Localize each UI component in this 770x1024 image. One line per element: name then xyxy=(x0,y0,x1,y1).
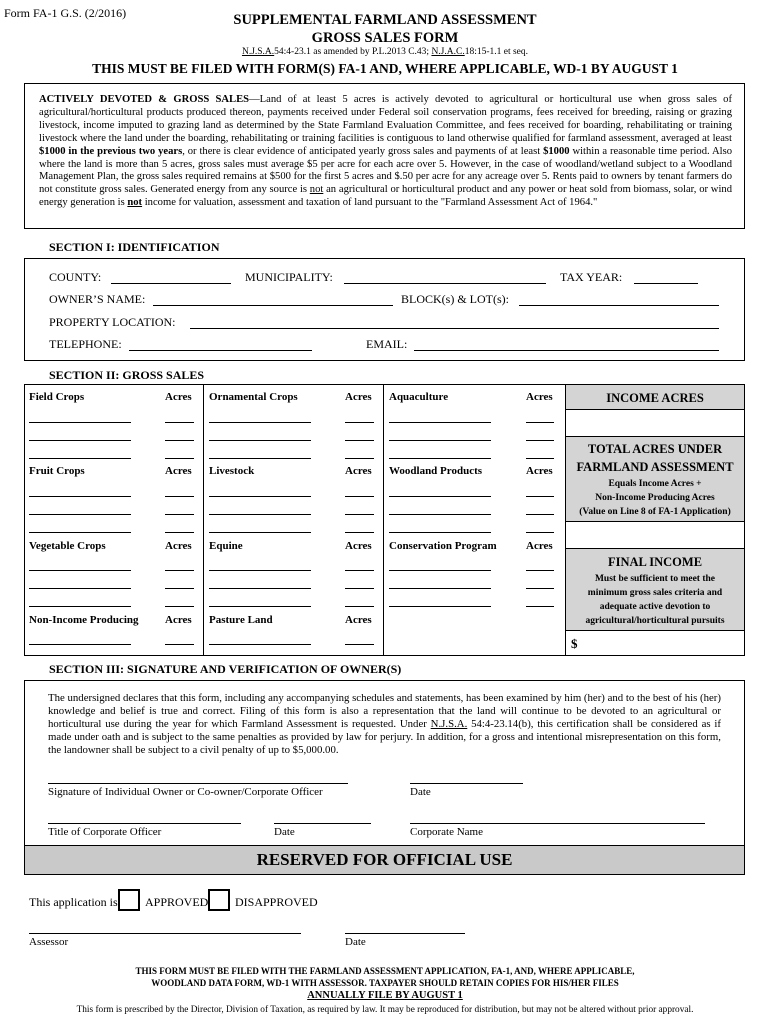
certification-text-1: The undersigned declares that this form, including any accompanying schedules and statements, has been examined by him (her) and to the best of his (her) knowledge and belief is true and correct. Filing of this form is also a representation that the land will continue to be devoted to an agricultural or horticultural use during the year for which Farmland Assessment is requested. Under xyxy=(48,692,721,730)
county-label: COUNTY: xyxy=(49,270,102,284)
intro-text-4: an agricultural or horticultural product and any power or heat sold from biomass, solar, or wind energy generation is xyxy=(39,184,732,209)
conservation-program-entry[interactable] xyxy=(389,570,491,571)
signature-date-field[interactable] xyxy=(410,783,523,784)
aquaculture-acres-entry[interactable] xyxy=(526,458,554,459)
signature-date-label: Date xyxy=(410,786,431,798)
officer-title-field[interactable] xyxy=(48,823,241,824)
intro-text-2: , or there is clear evidence of anticipated yearly gross sales and payments of at least xyxy=(182,145,544,157)
livestock-acres-entry[interactable] xyxy=(345,496,374,497)
statute-citation xyxy=(0,47,770,57)
final-income-header xyxy=(566,549,744,631)
telephone-field[interactable] xyxy=(129,350,312,351)
ornamental-crops-acres-entry[interactable] xyxy=(345,458,374,459)
block-lot-label: BLOCK(s) & LOT(s): xyxy=(401,292,509,306)
equine-acres-entry[interactable] xyxy=(345,606,374,607)
county-field[interactable] xyxy=(111,283,231,284)
conservation-program-acres-entry[interactable] xyxy=(526,588,554,589)
intro-bold-1: $1000 in the previous two years xyxy=(39,145,183,157)
woodland-products-label: Woodland Products xyxy=(389,465,483,477)
dollar-sign: $ xyxy=(571,636,578,651)
form-id: Form FA-1 G.S. (2/2016) xyxy=(4,6,127,20)
final-income-note-3: adequate active devotion to xyxy=(599,602,711,612)
fruit-crops-entry[interactable] xyxy=(29,514,131,515)
fruit-crops-acres-entry[interactable] xyxy=(165,532,194,533)
officer-date-field[interactable] xyxy=(274,823,371,824)
field-crops-label: Field Crops xyxy=(29,391,85,403)
ornamental-crops-entry[interactable] xyxy=(209,422,311,423)
assessor-signature-field[interactable] xyxy=(29,933,301,934)
owner-signature-field[interactable] xyxy=(48,783,348,784)
non-income-acres-entry[interactable] xyxy=(165,644,194,645)
cite-njac: N.J.A.C. xyxy=(431,47,465,57)
disapproved-checkbox[interactable] xyxy=(208,889,230,911)
woodland-products-acres-entry[interactable] xyxy=(526,532,554,533)
field-crops-acres-entry[interactable] xyxy=(165,440,194,441)
intro-text-1: —Land of at least 5 acres is actively devoted to agricultural or horticultural use when gross sales of agricultural/horticultural products produced thereon, payments received under Federal soil conservation programs, fees received for breeding, raising or grazing livestock, income imputed to grazing land as determined by the State Farmland Evaluation Committee, and fees received for boarding, rehabilitating or training livestock where the land under the boarding, rehabilitating or training facilities is contiguous to land otherwise qualified for farmland assessment, averaged at least xyxy=(39,94,732,144)
property-location-field[interactable] xyxy=(190,328,719,329)
total-acres-title-2: FARMLAND ASSESSMENT xyxy=(576,460,734,474)
conservation-program-label: Conservation Program xyxy=(389,540,497,552)
total-acres-header xyxy=(566,437,744,522)
acres-label: Acres xyxy=(165,391,192,403)
official-use-banner xyxy=(24,845,745,875)
equine-entry[interactable] xyxy=(209,570,311,571)
certification-njsa: N.J.S.A. xyxy=(430,718,468,730)
aquaculture-entry[interactable] xyxy=(389,458,491,459)
final-income-field[interactable] xyxy=(566,631,744,655)
signature-label: Signature of Individual Owner or Co-owner/Corporate Officer xyxy=(48,786,323,798)
acres-label: Acres xyxy=(526,465,553,477)
intro-text-3: within a reasonable time period. Also where the land is more than 5 acres, gross sales must average $5 per acre for each acre over 5. However, in the case of woodland/wetland subject to a Woodland Management Plan, the gross sales required remains at $500 for the first 5 acres and $.50 per acre for any acreage over 5. Rents paid to owners by tenant farmers do not constitute gross sales. Generated energy from any source is xyxy=(39,145,732,196)
section3-title: SECTION III: SIGNATURE AND VERIFICATION OF OWNER(S) xyxy=(49,662,402,676)
conservation-program-entry[interactable] xyxy=(389,606,491,607)
certification-text-2: 54:4-23.14(b), this certification shall be considered as if made under oath and is subject to the same penalties as provided by law for perjury. In addition, for a gross and intentional misrepresentation on this form, the landowner shall be subject to a civil penalty of up to $5,000.00. xyxy=(48,718,721,756)
tax-year-label: TAX YEAR: xyxy=(560,270,623,284)
assessor-date-label: Date xyxy=(345,936,366,948)
officer-date-label: Date xyxy=(274,826,295,838)
footer-disclaimer: This form is prescribed by the Director, Division of Taxation, as required by law. It may be reproduced for distribution, but may not be altered without prior approval. xyxy=(76,1005,694,1015)
footer-line-2: WOODLAND DATA FORM, WD-1 WITH ASSESSOR. TAXPAYER SHOULD RETAIN COPIES FOR HIS/HER FILES xyxy=(151,978,619,988)
equine-label: Equine xyxy=(209,540,243,552)
final-income-note-4: agricultural/horticultural pursuits xyxy=(585,616,725,626)
fruit-crops-entry[interactable] xyxy=(29,496,131,497)
acres-label: Acres xyxy=(345,391,372,403)
livestock-label: Livestock xyxy=(209,465,255,477)
block-lot-field[interactable] xyxy=(519,305,719,306)
aquaculture-entry[interactable] xyxy=(389,440,491,441)
final-income-note-2: minimum gross sales criteria and xyxy=(587,588,723,598)
conservation-program-entry[interactable] xyxy=(389,588,491,589)
intro-paragraph xyxy=(39,94,732,210)
total-acres-field[interactable] xyxy=(566,522,744,549)
livestock-acres-entry[interactable] xyxy=(345,532,374,533)
conservation-program-acres-entry[interactable] xyxy=(526,570,554,571)
woodland-products-acres-entry[interactable] xyxy=(526,514,554,515)
acres-label: Acres xyxy=(165,465,192,477)
intro-not-1: not xyxy=(309,184,324,196)
total-acres-note-1: Equals Income Acres + xyxy=(608,479,702,489)
corporate-name-field[interactable] xyxy=(410,823,705,824)
final-income-note-1: Must be sufficient to meet the xyxy=(594,574,716,584)
vegetable-crops-entry[interactable] xyxy=(29,606,131,607)
aquaculture-label: Aquaculture xyxy=(389,391,449,403)
income-acres-field[interactable] xyxy=(566,410,744,437)
cite-njsa: N.J.S.A. xyxy=(241,47,275,57)
disapproved-label: DISAPPROVED xyxy=(235,895,318,909)
woodland-products-entry[interactable] xyxy=(389,514,491,515)
ornamental-crops-acres-entry[interactable] xyxy=(345,440,374,441)
assessor-date-field[interactable] xyxy=(345,933,465,934)
income-acres-title: INCOME ACRES xyxy=(606,391,704,405)
email-label: EMAIL: xyxy=(366,337,408,351)
field-crops-acres-entry[interactable] xyxy=(165,458,194,459)
corporate-name-label: Corporate Name xyxy=(410,826,483,838)
officer-title-label: Title of Corporate Officer xyxy=(48,826,162,838)
ornamental-crops-acres-entry[interactable] xyxy=(345,422,374,423)
pasture-land-entry[interactable] xyxy=(209,644,311,645)
ornamental-crops-entry[interactable] xyxy=(209,440,311,441)
ornamental-crops-entry[interactable] xyxy=(209,458,311,459)
equine-acres-entry[interactable] xyxy=(345,570,374,571)
tax-year-field[interactable] xyxy=(634,283,698,284)
acres-label: Acres xyxy=(526,540,553,552)
certification-paragraph xyxy=(48,692,721,757)
col-divider-1 xyxy=(203,384,204,656)
vegetable-crops-acres-entry[interactable] xyxy=(165,588,194,589)
ornamental-crops-label: Ornamental Crops xyxy=(209,391,298,403)
woodland-products-entry[interactable] xyxy=(389,496,491,497)
final-income-title: FINAL INCOME xyxy=(607,555,703,569)
field-crops-acres-entry[interactable] xyxy=(165,422,194,423)
total-acres-note-2: Non-Income Producing Acres xyxy=(595,493,715,503)
vegetable-crops-acres-entry[interactable] xyxy=(165,570,194,571)
acres-label: Acres xyxy=(345,465,372,477)
telephone-label: TELEPHONE: xyxy=(49,337,122,351)
owner-name-field[interactable] xyxy=(153,305,393,306)
fruit-crops-label: Fruit Crops xyxy=(29,465,85,477)
field-crops-entry[interactable] xyxy=(29,422,131,423)
vegetable-crops-acres-entry[interactable] xyxy=(165,606,194,607)
acres-label: Acres xyxy=(165,614,192,626)
property-location-label: PROPERTY LOCATION: xyxy=(49,315,176,329)
owner-name-label: OWNER’S NAME: xyxy=(49,292,146,306)
pasture-land-label: Pasture Land xyxy=(209,614,273,626)
livestock-entry[interactable] xyxy=(209,532,311,533)
fruit-crops-acres-entry[interactable] xyxy=(165,496,194,497)
footer-line-1: THIS FORM MUST BE FILED WITH THE FARMLAND ASSESSMENT APPLICATION, FA-1, AND, WHERE APPLICABLE, xyxy=(135,966,635,976)
woodland-products-acres-entry[interactable] xyxy=(526,496,554,497)
total-acres-title-1: TOTAL ACRES UNDER xyxy=(587,442,723,456)
pasture-land-acres-entry[interactable] xyxy=(345,644,374,645)
acres-label: Acres xyxy=(345,540,372,552)
section2-title: SECTION II: GROSS SALES xyxy=(49,368,205,382)
total-acres-note-3: (Value on Line 8 of FA-1 Application) xyxy=(579,507,731,517)
aquaculture-acres-entry[interactable] xyxy=(526,440,554,441)
municipality-field[interactable] xyxy=(344,283,546,284)
acres-label: Acres xyxy=(526,391,553,403)
section1-title: SECTION I: IDENTIFICATION xyxy=(49,240,220,254)
fruit-crops-entry[interactable] xyxy=(29,532,131,533)
livestock-entry[interactable] xyxy=(209,514,311,515)
intro-box xyxy=(24,83,745,229)
vegetable-crops-entry[interactable] xyxy=(29,570,131,571)
acres-label: Acres xyxy=(165,540,192,552)
form-subtitle: GROSS SALES FORM xyxy=(311,30,459,46)
woodland-products-entry[interactable] xyxy=(389,532,491,533)
non-income-producing-label: Non-Income Producing xyxy=(29,614,139,626)
non-income-entry[interactable] xyxy=(29,644,131,645)
intro-text-5: income for valuation, assessment and taxation of land pursuant to the "Farmland Assessment Act of 1964." xyxy=(142,197,598,209)
approved-checkbox[interactable] xyxy=(118,889,140,911)
equine-acres-entry[interactable] xyxy=(345,588,374,589)
aquaculture-entry[interactable] xyxy=(389,422,491,423)
application-status-label: This application is xyxy=(29,895,118,909)
acres-label: Acres xyxy=(345,614,372,626)
cite-njsa-ref: 54:4-23.1 as amended by P.L.2013 C.43; xyxy=(274,47,432,57)
field-crops-entry[interactable] xyxy=(29,458,131,459)
intro-bold-2: $1000 xyxy=(543,145,570,157)
cite-njac-ref: 18:15-1.1 et seq. xyxy=(464,47,529,57)
livestock-acres-entry[interactable] xyxy=(345,514,374,515)
aquaculture-acres-entry[interactable] xyxy=(526,422,554,423)
vegetable-crops-label: Vegetable Crops xyxy=(29,540,106,552)
intro-lead: ACTIVELY DEVOTED & GROSS SALES xyxy=(39,94,250,105)
income-acres-header xyxy=(566,385,744,410)
equine-entry[interactable] xyxy=(209,588,311,589)
official-use-title: RESERVED FOR OFFICIAL USE xyxy=(256,850,513,869)
intro-not-2: not xyxy=(127,197,143,209)
filing-notice: THIS MUST BE FILED WITH FORM(S) FA-1 AND, WHERE APPLICABLE, WD-1 BY AUGUST 1 xyxy=(92,61,678,76)
municipality-label: MUNICIPALITY: xyxy=(245,270,333,284)
footer-deadline: ANNUALLY FILE BY AUGUST 1 xyxy=(307,990,463,1001)
livestock-entry[interactable] xyxy=(209,496,311,497)
field-crops-entry[interactable] xyxy=(29,440,131,441)
equine-entry[interactable] xyxy=(209,606,311,607)
form-title: SUPPLEMENTAL FARMLAND ASSESSMENT xyxy=(233,12,537,28)
conservation-program-acres-entry[interactable] xyxy=(526,606,554,607)
fruit-crops-acres-entry[interactable] xyxy=(165,514,194,515)
approved-label: APPROVED xyxy=(145,895,209,909)
col-divider-2 xyxy=(383,384,384,656)
vegetable-crops-entry[interactable] xyxy=(29,588,131,589)
email-field[interactable] xyxy=(414,350,719,351)
assessor-label: Assessor xyxy=(29,936,69,948)
